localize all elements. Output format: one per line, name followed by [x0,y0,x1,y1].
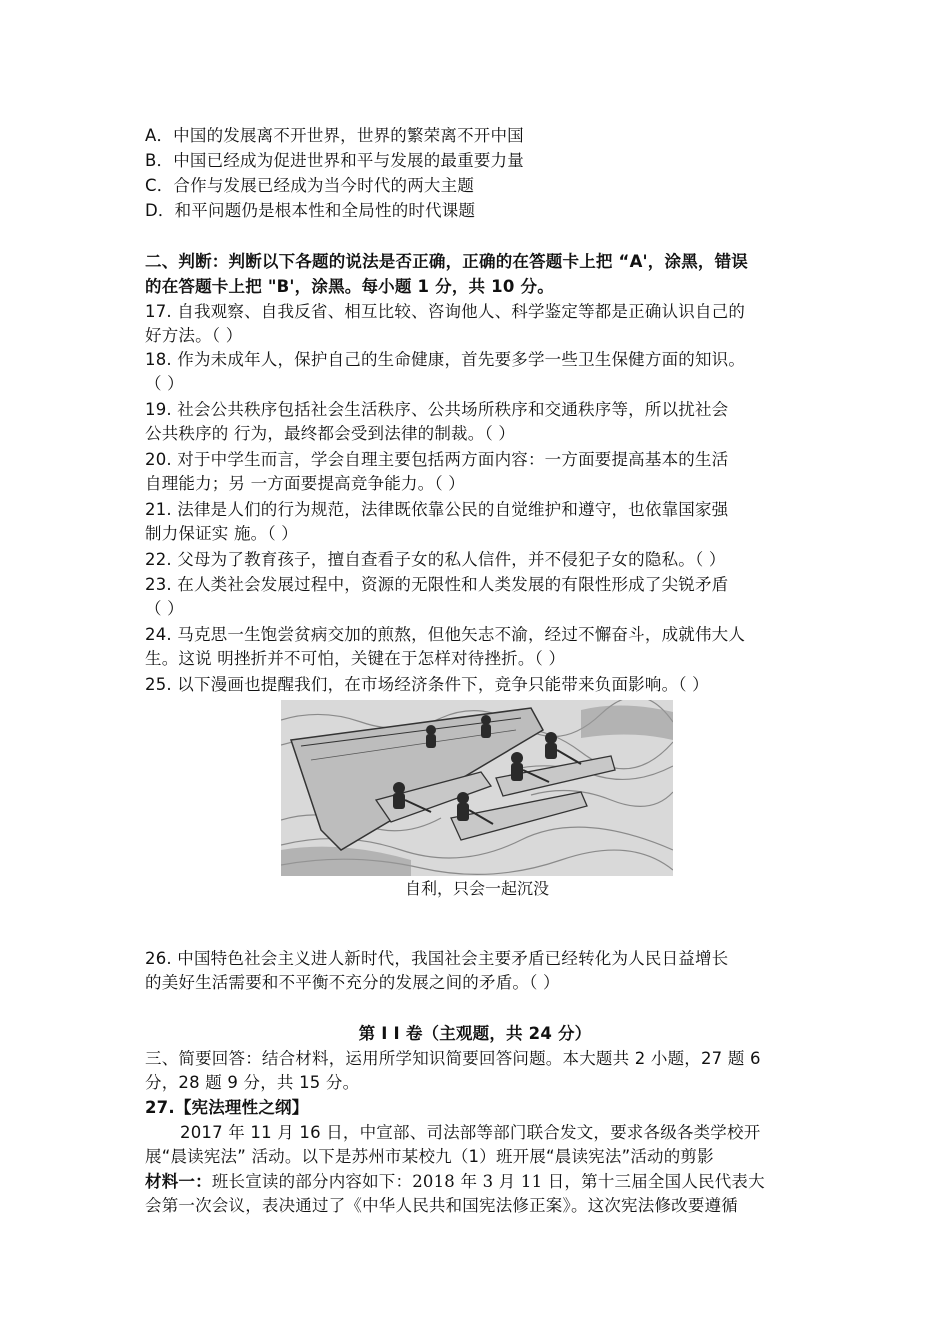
question-17-line1: 17. 自我观察、自我反省、相互比较、咨询他人、科学鉴定等都是正确认识自己的 [145,302,746,321]
question-19-line2: 公共秩序的 行为，最终都会受到法律的制裁。（ ） [145,424,516,443]
option-a: A．中国的发展离不开世界，世界的繁荣离不开中国 [145,126,524,145]
question-24-line2: 生。这说 明挫折并不可怕，关键在于怎样对待挫折。（ ） [145,649,566,668]
cartoon-caption: 自利，只会一起沉没 [404,879,549,898]
question-17-line2: 好方法。（ ） [145,326,243,345]
question-20-line2: 自理能力；另 一方面要提高竞争能力。（ ） [145,474,465,493]
section2-title-line1: 二、判断：判断以下各题的说法是否正确，正确的在答题卡上把 “A'，涂黑，错误 [145,252,749,271]
question-21-line2: 制力保证实 施。（ ） [145,524,298,543]
question-20-line1: 20. 对于中学生而言，学会自理主要包括两方面内容：一方面要提高基本的生活 [145,450,729,469]
question-18-line2: （ ） [145,374,184,393]
question-25-line1: 25. 以下漫画也提醒我们，在市场经济条件下，竞争只能带来负面影响。（ ） [145,675,709,694]
question-18-line1: 18. 作为未成年人，保护自己的生命健康，首先要多学一些卫生保健方面的知识。 [145,350,746,369]
question-22-line1: 22. 父母为了教育孩子，擅自查看子女的私人信件，并不侵犯子女的隐私。（ ） [145,550,726,569]
part2-title: 第 I I 卷（主观题，共 24 分） [358,1024,592,1043]
question-21-line1: 21. 法律是人们的行为规范，法律既依靠公民的自觉维护和遵守，也依靠国家强 [145,500,729,519]
material-one-label: 材料一： [145,1172,212,1191]
section2-title-line2: 的在答题卡上把 "B'，涂黑。每小题 1 分，共 10 分。 [145,277,554,296]
paragraph-line1: 2017 年 11 月 16 日，中宣部、司法部等部门联合发文，要求各级各类学校开 [180,1123,761,1142]
cartoon-sinking-boats-image [281,700,673,876]
option-d: D．和平问题仍是根本性和全局性的时代课题 [145,201,476,220]
material-one-line1 [145,1170,765,1194]
option-b: B．中国已经成为促进世界和平与发展的最重要力量 [145,151,524,170]
material-one-line2: 会第一次会议，表决通过了《中华人民共和国宪法修正案》。这次宪法修改要遵循 [145,1196,738,1215]
question-26-line1: 26. 中国特色社会主义进人新时代，我国社会主要矛盾已经转化为人民日益增长 [145,949,729,968]
question-19-line1: 19. 社会公共秩序包括社会生活秩序、公共场所秩序和交通秩序等，所以扰社会 [145,400,729,419]
part3-intro-line1: 三、简要回答：结合材料，运用所学知识简要回答问题。本大题共 2 小题，27 题 6 [145,1049,761,1068]
paragraph-line2: 展“晨读宪法” 活动。以下是苏州市某校九（1）班开展“晨读宪法”活动的剪影 [145,1147,714,1166]
question-24-line1: 24. 马克思一生饱尝贫病交加的煎熬，但他矢志不渝，经过不懈奋斗，成就伟大人 [145,625,746,644]
option-c: C．合作与发展已经成为当今时代的两大主题 [145,176,475,195]
question-23-line1: 23. 在人类社会发展过程中，资源的无限性和人类发展的有限性形成了尖锐矛盾 [145,575,729,594]
question-26-line2: 的美好生活需要和不平衡不充分的发展之间的矛盾。（ ） [145,973,560,992]
question-23-line2: （ ） [145,599,184,618]
question-27-title: 27.【宪法理性之纲】 [145,1098,309,1117]
part3-intro-line2: 分，28 题 9 分，共 15 分。 [145,1073,360,1092]
material-one-text: 班长宣读的部分内容如下：2018 年 3 月 11 日，第十三届全国人民代表大 [211,1172,765,1191]
